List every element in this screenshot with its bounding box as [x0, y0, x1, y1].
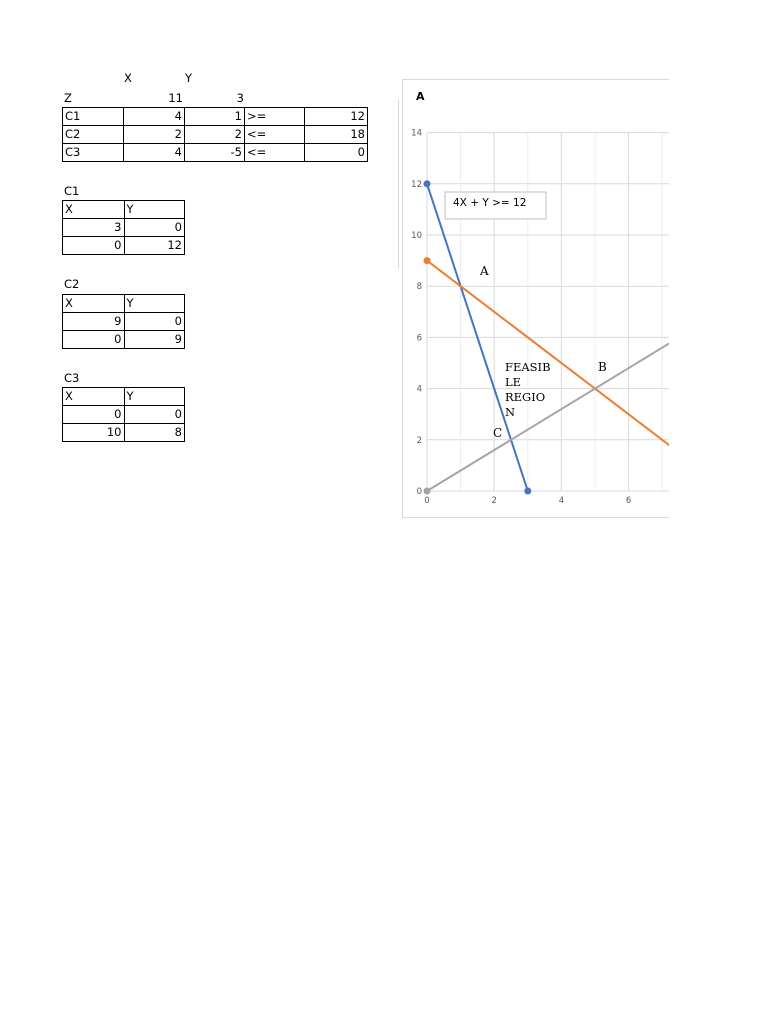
- y-tick-label: 8: [416, 282, 422, 293]
- cell-y[interactable]: 0: [124, 313, 185, 331]
- cell-y[interactable]: 0: [124, 219, 185, 237]
- table-row: [63, 388, 185, 406]
- table-row: [63, 219, 185, 237]
- table-row: [63, 313, 185, 331]
- cell-y[interactable]: 12: [124, 237, 185, 255]
- header-x-label: X: [124, 71, 132, 85]
- z-y-value: 3: [236, 91, 244, 105]
- table-row: [63, 201, 185, 219]
- cell-x[interactable]: 4: [124, 108, 185, 126]
- feasible-region-label-line4: N: [505, 405, 516, 419]
- table-row: [63, 424, 185, 442]
- cell-x[interactable]: 10: [63, 424, 125, 442]
- cell-x[interactable]: 4: [124, 144, 185, 162]
- cell-x[interactable]: 0: [63, 406, 125, 424]
- cell-rhs[interactable]: 18: [305, 126, 368, 144]
- series-marker-1: [424, 180, 431, 187]
- x-tick-label: 0: [424, 496, 430, 506]
- cell-operator[interactable]: >=: [245, 108, 305, 126]
- cell-x[interactable]: 2: [124, 126, 185, 144]
- feasible-region-label-line2: LE: [505, 375, 522, 389]
- feasible-region-label-line3: REGIO: [505, 390, 546, 404]
- cell-rhs[interactable]: 12: [305, 108, 368, 126]
- cell-y[interactable]: 2: [185, 126, 245, 144]
- cell-x[interactable]: 0: [63, 237, 125, 255]
- series-marker-3: [424, 488, 431, 495]
- equation-text: 4X + Y >= 12: [453, 197, 527, 209]
- x-tick-label: 2: [491, 496, 497, 506]
- point-c-label: C: [493, 426, 503, 440]
- y-tick-label: 10: [411, 231, 422, 241]
- c2-points-table: [62, 294, 185, 349]
- table-row: [63, 108, 368, 126]
- series-marker-2: [424, 257, 431, 264]
- table-row: [63, 406, 185, 424]
- row-label[interactable]: C1: [63, 108, 124, 126]
- chart-title: A: [416, 90, 425, 103]
- cell-x[interactable]: 3: [63, 219, 125, 237]
- cell-y[interactable]: 9: [124, 331, 185, 349]
- constraints-table: [62, 107, 368, 162]
- x-tick-label: 4: [558, 496, 565, 506]
- cell-x[interactable]: 9: [63, 313, 125, 331]
- cell-x[interactable]: 0: [63, 331, 125, 349]
- y-tick-label: 2: [416, 435, 422, 446]
- table-row: [63, 126, 368, 144]
- row-label[interactable]: C2: [63, 126, 124, 144]
- c2-title: C2: [64, 277, 80, 291]
- header-y-label: Y: [185, 71, 193, 85]
- cell-y[interactable]: 0: [124, 406, 185, 424]
- series-marker-1: [524, 488, 531, 495]
- y-tick-label: 6: [416, 333, 422, 344]
- y-tick-label: 12: [411, 179, 422, 190]
- feasible-region-label-line1: FEASIB: [505, 360, 551, 374]
- c3-points-table: [62, 387, 185, 442]
- chart-area[interactable]: [402, 79, 669, 518]
- table-row: [63, 144, 368, 162]
- header-cell[interactable]: X: [63, 295, 125, 313]
- cell-y[interactable]: -5: [185, 144, 245, 162]
- cell-operator[interactable]: <=: [245, 144, 305, 162]
- chart-svg: [403, 80, 669, 517]
- y-tick-label: 0: [416, 487, 422, 497]
- row-label[interactable]: C3: [63, 144, 124, 162]
- c1-points-table: [62, 200, 185, 255]
- cell-operator[interactable]: <=: [245, 126, 305, 144]
- point-b-label: B: [598, 360, 607, 374]
- table-row: [63, 331, 185, 349]
- chart-tick-labels: [411, 129, 631, 506]
- z-x-value: 11: [168, 91, 183, 105]
- header-cell[interactable]: Y: [124, 388, 185, 406]
- table-row: [63, 237, 185, 255]
- z-label: Z: [64, 91, 72, 105]
- cell-y[interactable]: 1: [185, 108, 245, 126]
- cell-y[interactable]: 8: [124, 424, 185, 442]
- cell-rhs[interactable]: 0: [305, 144, 368, 162]
- header-cell[interactable]: Y: [124, 201, 185, 219]
- point-a-label: A: [480, 264, 489, 278]
- chart-gridlines: [427, 133, 669, 491]
- c1-title: C1: [64, 184, 80, 198]
- header-cell[interactable]: X: [63, 201, 125, 219]
- header-cell[interactable]: X: [63, 388, 125, 406]
- table-row: [63, 295, 185, 313]
- y-tick-label: 14: [411, 128, 422, 139]
- chart-annotations: [445, 192, 607, 440]
- header-cell[interactable]: Y: [124, 295, 185, 313]
- x-tick-label: 6: [625, 496, 632, 506]
- y-tick-label: 4: [416, 384, 422, 395]
- c3-title: C3: [64, 371, 80, 385]
